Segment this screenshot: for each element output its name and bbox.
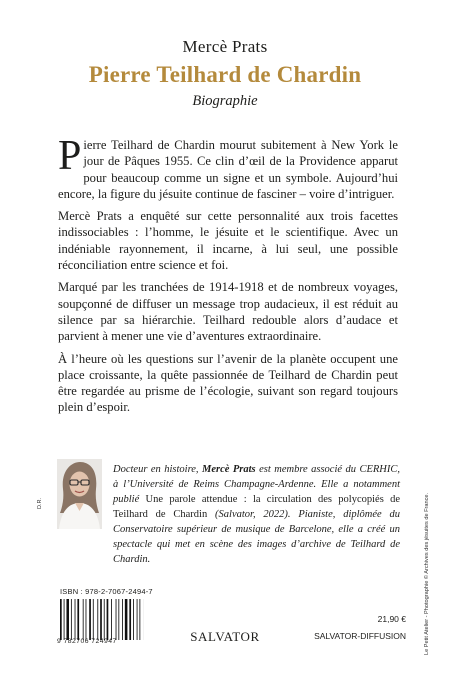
- blurb-paragraph-2: Mercè Prats a enquêté sur cette personnalité aux trois facettes indissociables : l’homme, le jésuite et le scientifique. Avec un indéniable rayonnement, il incarne, à lui seul, une possible réconciliation entre science et foi.: [58, 209, 398, 273]
- drop-cap: P: [58, 133, 82, 179]
- side-photo-credit: Le Petit Atelier - Photographie © Archives des jésuites de France.: [424, 492, 430, 655]
- price: 21,90 €: [377, 614, 406, 624]
- blurb-paragraph-3: Marqué par les tranchées de 1914-1918 et de nombreux voyages, soupçonné de diffuser un message trop audacieux, il est réduit au silence par sa hiérarchie. Teilhard redouble alors d’audace et parvient à mener une vie d’aventures extraordinaire.: [58, 280, 398, 344]
- bio-book-title: Une parole attendue : la circulation des polycopiés de Teilhard de Chardin: [113, 494, 400, 520]
- book-title: Pierre Teilhard de Chardin: [88, 62, 362, 87]
- author-name: Mercè Prats: [182, 37, 268, 56]
- distributor: SALVATOR-DIFFUSION: [314, 631, 406, 641]
- barcode-number: 9 782706 724947: [57, 638, 117, 645]
- author-bio: [113, 462, 400, 567]
- blurb-text: [58, 133, 398, 422]
- author-portrait-icon: [57, 459, 102, 529]
- isbn-label: ISBN : 978-2-7067-2494-7: [60, 587, 153, 596]
- blurb-paragraph-1-text: ierre Teilhard de Chardin mourut subitement à New York le jour de Pâques 1955. Ce clin d’œil de la Providence apparut pour beaucoup comme un signe et un symbole. Aujourd’hui encore, la figure du jésuite continue de fasciner – voire d’intriguer.: [58, 138, 398, 201]
- bio-author-name: Mercè Prats: [202, 464, 256, 475]
- author-photo: [57, 459, 102, 529]
- publisher-name: SALVATOR: [190, 629, 260, 644]
- blurb-paragraph-4: À l’heure où les questions sur l’avenir de la planète occupent une place croissante, la quête passionnée de Teilhard de Chardin peut être regardée au prisme de l’écologie, suivant son regard toujours plein d’espoir.: [58, 351, 398, 415]
- bio-segment-1: Docteur en histoire,: [113, 464, 203, 475]
- photo-credit: D.R.: [37, 498, 43, 509]
- bio-segment-3: (Salvator, 2022). Pianiste, diplômée du Conservatoire supérieur de musique de Barcelone, elle a créé un spectacle qui met en scène des images d’archive de Teilhard de Chardin.: [113, 509, 401, 565]
- book-subtitle: Biographie: [192, 93, 258, 109]
- bio-segment-2: est membre associé du CERHIC, à l’Université de Reims Champagne-Ardenne. Elle a notamment publié: [113, 464, 401, 505]
- blurb-paragraph-1: [58, 133, 398, 202]
